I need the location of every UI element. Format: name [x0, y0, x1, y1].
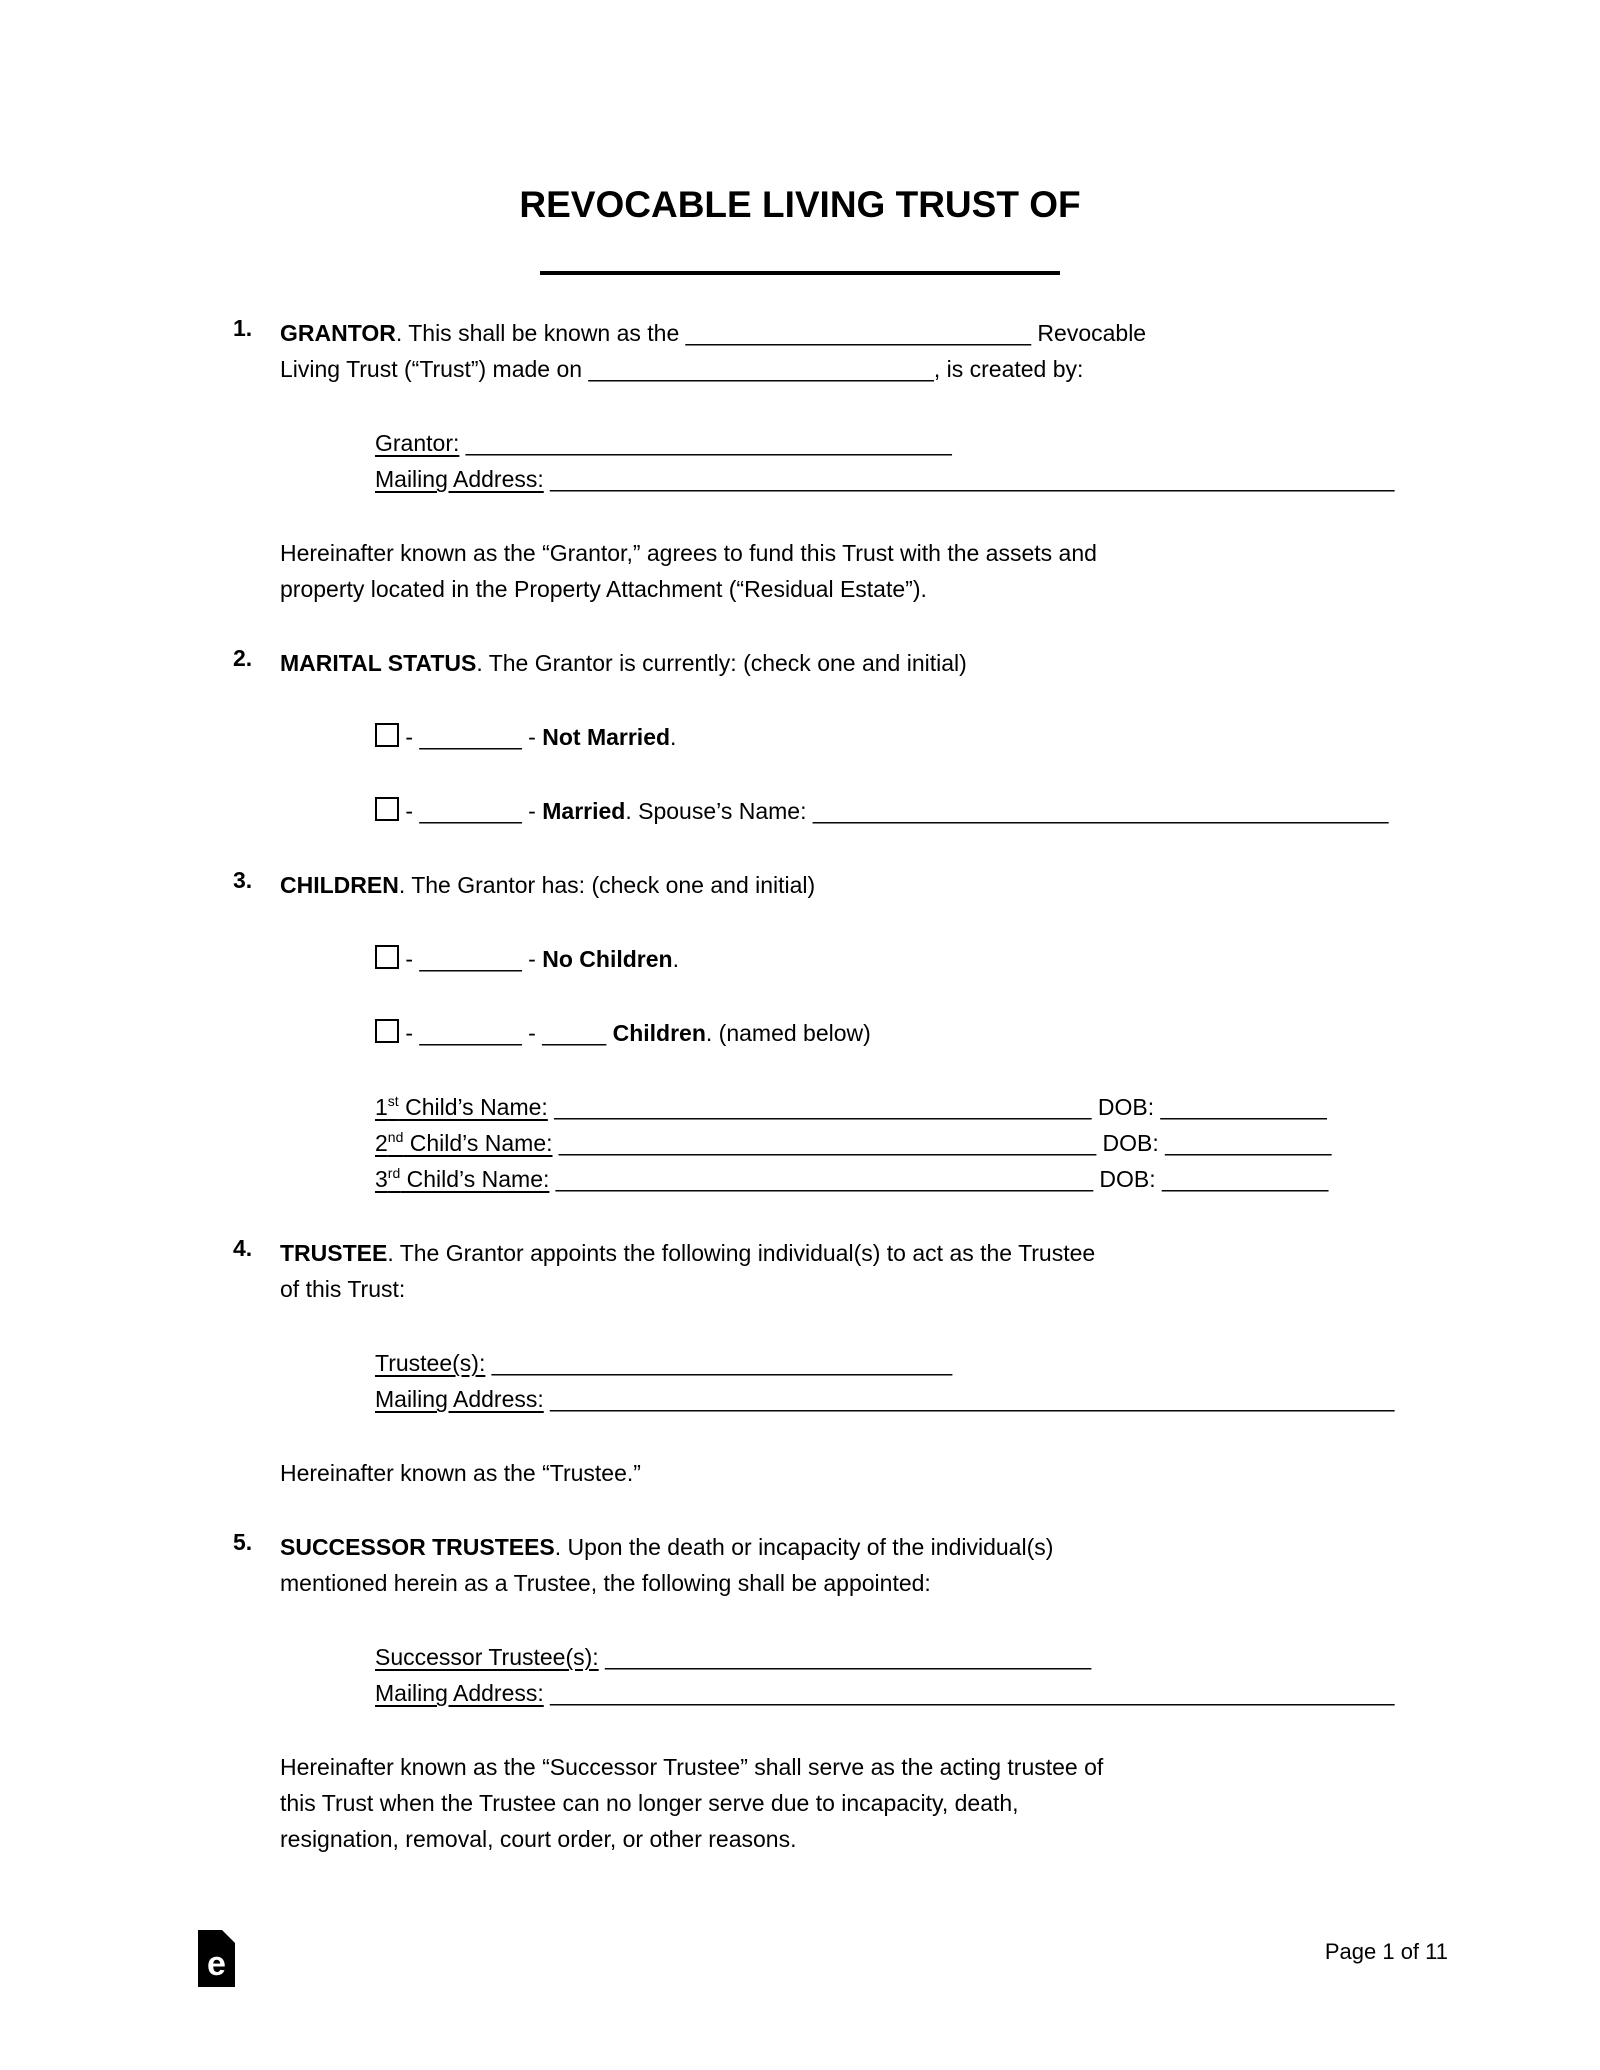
- successor-trustee-fields: [375, 1639, 1440, 1711]
- section-trustee: [233, 1235, 1440, 1307]
- text-line: [280, 1271, 1440, 1307]
- checkbox[interactable]: [375, 945, 399, 969]
- blank-field[interactable]: __________________________________________________________________: [550, 466, 1395, 492]
- bold-text: Not Married: [542, 724, 671, 750]
- text-segment: . The Grantor appoints the following individual(s) to act as the Trustee: [387, 1240, 1096, 1266]
- text-line: [280, 1565, 1440, 1601]
- text-segment: Revocable: [1031, 320, 1147, 346]
- text-segment: this Trust when the Trustee can no longer serve due to incapacity, death,: [280, 1790, 1019, 1816]
- blank-field[interactable]: ________: [419, 724, 522, 750]
- eforms-logo: [198, 1930, 235, 1987]
- text-segment: . Spouse’s Name:: [625, 798, 813, 824]
- text-segment: of this Trust:: [280, 1276, 406, 1302]
- text-segment: -: [399, 798, 420, 824]
- grantor-fields: [375, 425, 1440, 497]
- text-line: [375, 1125, 1440, 1161]
- bold-text: GRANTOR: [280, 320, 396, 346]
- text-line: [280, 1529, 1440, 1565]
- bold-text: TRUSTEE: [280, 1240, 388, 1266]
- blank-field[interactable]: __________________________________________: [558, 1130, 1097, 1156]
- field-label: Mailing Address:: [375, 1680, 544, 1706]
- section-body: [280, 645, 1440, 681]
- text-segment: -: [521, 724, 543, 750]
- text-line: [375, 1345, 1440, 1381]
- ordinal-suffix: rd: [387, 1165, 401, 1181]
- checkbox[interactable]: [375, 723, 399, 747]
- text-line: [280, 571, 1440, 607]
- field-label: 1st Child’s Name:: [375, 1093, 548, 1120]
- text-line: [375, 425, 1440, 461]
- blank-field[interactable]: ____________________________________: [491, 1350, 953, 1376]
- text-line: [280, 351, 1440, 387]
- text-segment: property located in the Property Attachment (“Residual Estate”).: [280, 576, 927, 602]
- option-not-married: [375, 719, 1440, 755]
- text-line: [375, 719, 1440, 755]
- blank-field[interactable]: ___________________________: [685, 320, 1032, 346]
- bold-text: Married: [542, 798, 626, 824]
- text-segment: .: [672, 946, 679, 972]
- bold-text: No Children: [542, 946, 673, 972]
- section-successor-trustees: [233, 1529, 1440, 1601]
- text-segment: DOB:: [1091, 1094, 1161, 1120]
- field-label: Mailing Address:: [375, 466, 544, 492]
- document-blocks: [233, 315, 1440, 1857]
- text-segment: mentioned herein as a Trustee, the following shall be appointed:: [280, 1570, 931, 1596]
- blank-field[interactable]: _____________: [1160, 1094, 1327, 1120]
- text-segment: -: [521, 946, 543, 972]
- bold-text: SUCCESSOR TRUSTEES: [280, 1534, 555, 1560]
- children-fields: [375, 1089, 1440, 1197]
- text-segment: . This shall be known as the: [395, 320, 686, 346]
- text-line: [280, 867, 1440, 903]
- page-title: REVOCABLE LIVING TRUST OF: [519, 184, 1081, 225]
- text-segment: . Upon the death or incapacity of the individual(s): [554, 1534, 1054, 1560]
- section-number: 4.: [233, 1235, 253, 1261]
- trustee-fields: [375, 1345, 1440, 1417]
- text-line: [375, 1089, 1440, 1125]
- page-fold-icon: [222, 1930, 235, 1943]
- blank-field[interactable]: __________________________________________: [555, 1166, 1094, 1192]
- section-body: [280, 315, 1440, 387]
- text-segment: . The Grantor has: (check one and initial): [398, 872, 816, 898]
- text-segment: -: [521, 1020, 543, 1046]
- blank-field[interactable]: ________: [419, 1020, 522, 1046]
- text-segment: Hereinafter known as the “Grantor,” agrees to fund this Trust with the assets and: [280, 540, 1097, 566]
- text-segment: DOB:: [1093, 1166, 1163, 1192]
- successor-trustee-paragraph: [280, 1749, 1440, 1857]
- text-segment: resignation, removal, court order, or other reasons.: [280, 1826, 797, 1852]
- bold-text: Children: [612, 1020, 706, 1046]
- section-children: [233, 867, 1440, 903]
- text-line: [280, 1821, 1440, 1857]
- blank-field[interactable]: __________________________________________________________________: [550, 1386, 1395, 1412]
- text-line: [375, 1161, 1440, 1197]
- field-label: Successor Trustee(s):: [375, 1644, 599, 1670]
- option-children: [375, 1015, 1440, 1051]
- blank-field[interactable]: _____: [542, 1020, 607, 1046]
- section-number: 1.: [233, 315, 253, 341]
- field-label: Trustee(s):: [375, 1350, 486, 1376]
- text-line: [375, 1675, 1440, 1711]
- trust-name-blank-line[interactable]: [540, 271, 1060, 275]
- text-segment: . (named below): [705, 1020, 871, 1046]
- text-line: [375, 793, 1440, 829]
- blank-field[interactable]: ______________________________________: [465, 430, 952, 456]
- page-number: Page 1 of 11: [1324, 1939, 1448, 1964]
- section-number: 2.: [233, 645, 253, 671]
- eforms-logo-letter: e: [207, 1945, 226, 1983]
- option-married: [375, 793, 1440, 829]
- text-segment: Hereinafter known as the “Successor Trustee” shall serve as the acting trustee of: [280, 1754, 1104, 1780]
- blank-field[interactable]: _____________: [1162, 1166, 1329, 1192]
- text-segment: Hereinafter known as the “Trustee.”: [280, 1460, 641, 1486]
- text-line: [280, 1235, 1440, 1271]
- text-line: [375, 1381, 1440, 1417]
- section-marital-status: [233, 645, 1440, 681]
- blank-field[interactable]: ________: [419, 798, 522, 824]
- text-segment: DOB:: [1096, 1130, 1166, 1156]
- text-segment: -: [399, 946, 420, 972]
- field-label: 2nd Child’s Name:: [375, 1129, 553, 1156]
- section-number: 3.: [233, 867, 253, 893]
- checkbox[interactable]: [375, 797, 399, 821]
- grantor-paragraph: [280, 535, 1440, 607]
- blank-field[interactable]: _____________: [1165, 1130, 1332, 1156]
- section-number: 5.: [233, 1529, 253, 1555]
- blank-field[interactable]: ___________________________: [588, 356, 934, 382]
- text-line: [375, 461, 1440, 497]
- blank-field[interactable]: __________________________________________________________________: [550, 1680, 1395, 1706]
- text-segment: .: [670, 724, 677, 750]
- text-line: [280, 1749, 1440, 1785]
- field-label: Grantor:: [375, 430, 460, 456]
- blank-field[interactable]: _____________________________________________: [812, 798, 1389, 824]
- ordinal-suffix: st: [387, 1093, 399, 1109]
- bold-text: MARITAL STATUS: [280, 650, 477, 676]
- section-grantor: [233, 315, 1440, 387]
- text-line: [375, 1015, 1440, 1051]
- blank-field[interactable]: __________________________________________: [554, 1094, 1092, 1120]
- trustee-paragraph: [280, 1455, 1440, 1491]
- text-segment: . The Grantor is currently: (check one and initial): [476, 650, 967, 676]
- blank-field[interactable]: ______________________________________: [605, 1644, 1092, 1670]
- checkbox[interactable]: [375, 1019, 399, 1043]
- bold-text: CHILDREN: [280, 872, 399, 898]
- section-body: [280, 1529, 1440, 1601]
- text-line: [280, 1785, 1440, 1821]
- field-label: 3rd Child’s Name:: [375, 1165, 550, 1192]
- text-line: [280, 315, 1440, 351]
- ordinal-suffix: nd: [387, 1129, 404, 1145]
- text-line: [280, 1455, 1440, 1491]
- text-line: [375, 1639, 1440, 1675]
- text-line: [375, 941, 1440, 977]
- field-label: Mailing Address:: [375, 1386, 544, 1412]
- text-segment: -: [399, 1020, 420, 1046]
- text-segment: -: [521, 798, 543, 824]
- section-body: [280, 867, 1440, 903]
- blank-field[interactable]: ________: [419, 946, 522, 972]
- section-body: [280, 1235, 1440, 1307]
- text-segment: -: [399, 724, 420, 750]
- text-line: [280, 645, 1440, 681]
- text-segment: Living Trust (“Trust”) made on: [280, 356, 589, 382]
- option-no-children: [375, 941, 1440, 977]
- text-segment: , is created by:: [933, 356, 1084, 382]
- text-line: [280, 535, 1440, 571]
